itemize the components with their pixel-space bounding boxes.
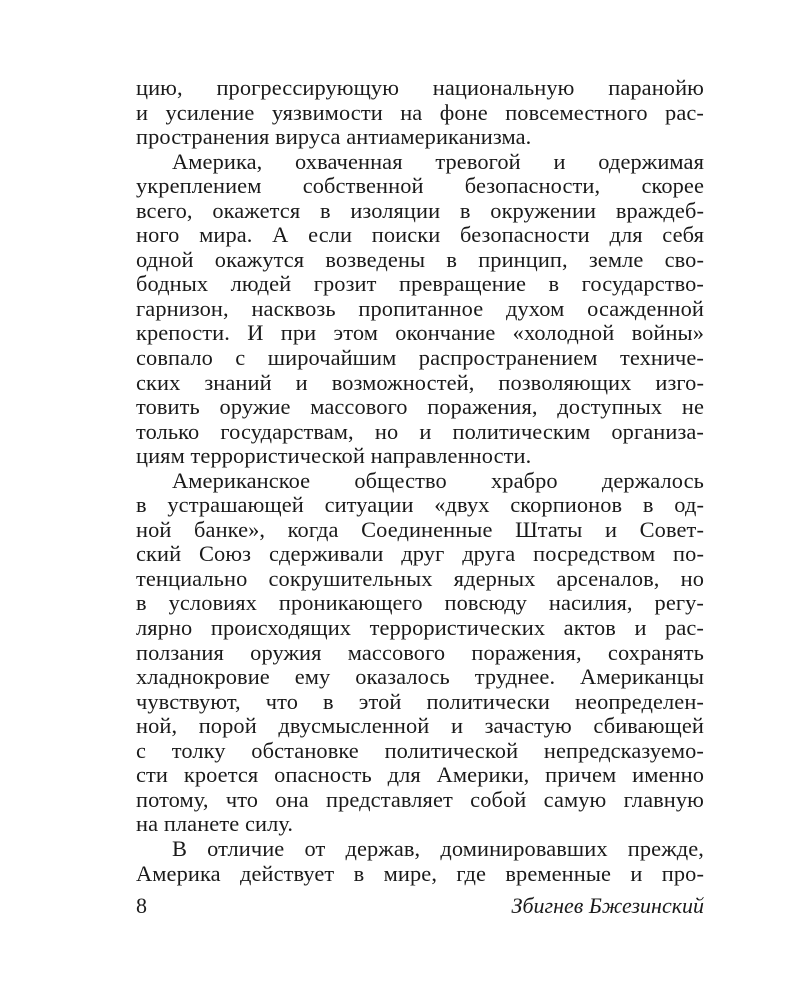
text-line: циям террористической направленности.	[136, 443, 532, 469]
text-line: на планете силу.	[136, 811, 294, 837]
text-line: цию, прогрессирующую национальную паранойю	[136, 75, 704, 100]
text-line: совпало с широчайшим распространением техниче-	[136, 345, 704, 371]
paragraph-first-line: Американское общество храбро держалось	[172, 467, 704, 493]
text-line: потому, что она представляет собой самую главную	[136, 786, 704, 812]
text-line: и усиление уязвимости на фоне повсеместного рас-	[136, 99, 704, 125]
text-line: укреплением собственной безопасности, скорее	[136, 173, 704, 199]
text-line: пространения вируса антиамериканизма.	[136, 124, 532, 150]
text-line: в условиях проникающего повсюду насилия, регу-	[136, 590, 704, 616]
text-line: ский Союз сдерживали друг друга посредством по-	[136, 541, 704, 567]
text-line: одной окажутся возведены в принцип, земле сво-	[136, 246, 704, 272]
text-line: лярно происходящих террористических актов и рас-	[136, 615, 704, 641]
text-line: ползания оружия массового поражения, сохранять	[136, 639, 704, 665]
body-text	[136, 76, 704, 886]
text-line: ной, порой двусмысленной и зачастую сбивающей	[136, 713, 704, 739]
text-line: Америка действует в мире, где временные и про-	[136, 860, 704, 886]
text-line: только государствам, но и политическим организа-	[136, 418, 704, 444]
page-number: 8	[136, 893, 147, 918]
running-footer-author: Збигнев Бжезинский	[511, 893, 704, 918]
text-line: в устрашающей ситуации «двух скорпионов в од-	[136, 492, 704, 518]
paragraph-first-line: В отличие от держав, доминировавших прежде,	[172, 835, 704, 861]
text-line: с толку обстановке политической непредсказуемо-	[136, 737, 704, 763]
text-line: ной банке», когда Соединенные Штаты и Совет-	[136, 516, 704, 542]
text-line: ских знаний и возможностей, позволяющих изго-	[136, 369, 704, 395]
text-line: хладнокровие ему оказалось труднее. Американцы	[136, 664, 704, 690]
text-line: товить оружие массового поражения, доступных не	[136, 394, 704, 420]
text-line: крепости. И при этом окончание «холодной войны»	[136, 320, 704, 346]
text-line: сти кроется опасность для Америки, причем именно	[136, 762, 704, 788]
text-line: бодных людей грозит превращение в государство-	[136, 271, 704, 297]
text-line: чувствуют, что в этой политически неопределен-	[136, 688, 704, 714]
text-line: тенциально сокрушительных ядерных арсеналов, но	[136, 565, 704, 591]
paragraph-first-line: Америка, охваченная тревогой и одержимая	[172, 148, 704, 174]
text-line: всего, окажется в изоляции в окружении враждеб-	[136, 197, 704, 223]
text-line: ного мира. А если поиски безопасности для себя	[136, 222, 704, 248]
text-line: гарнизон, насквозь пропитанное духом осажденной	[136, 295, 704, 321]
page-footer	[136, 893, 704, 919]
